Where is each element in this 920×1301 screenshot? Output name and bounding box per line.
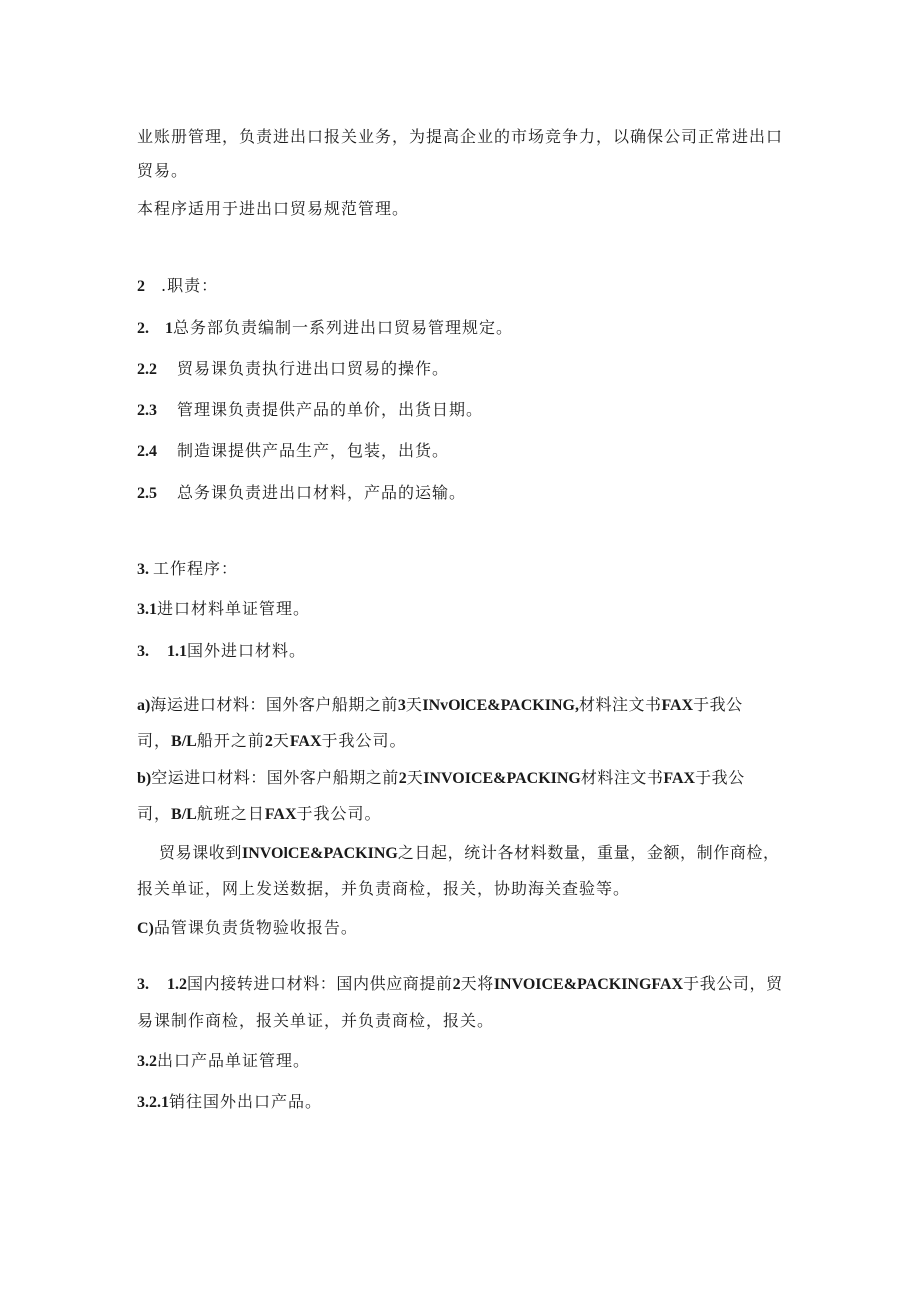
trade-text: 之日起，统计各材料数量，重量，金额，制作商检， (397, 843, 780, 862)
section-3-heading (137, 558, 797, 581)
section-3-number: 3. (137, 561, 149, 578)
item-a-number: INvOlCE&PACKING, (422, 697, 579, 714)
item-b-number: 2 (398, 770, 407, 787)
item-a-text: 司， (137, 731, 172, 750)
item-3-1-2-text: 天将 (460, 974, 494, 993)
item-a-text: 海运进口材料：国外客户船期之前 (150, 695, 398, 714)
item-c (137, 917, 797, 940)
item-3-1-1-text: 国外进口材料。 (187, 641, 307, 660)
item-b-text: 于我公 (695, 768, 745, 787)
item-a-prefix: a) (137, 697, 151, 714)
section-2-title: .职责： (161, 276, 219, 295)
item-2-4 (137, 440, 797, 463)
item-a-text: 天 (272, 731, 290, 750)
intro-text-2: 贸易。 (137, 161, 189, 180)
item-b-text: 司， (137, 804, 172, 823)
section-2-number: 2 (137, 278, 145, 295)
item-b-line-2 (137, 803, 797, 826)
section-2-heading (137, 275, 797, 298)
item-a-line-1 (137, 694, 797, 717)
item-a-number: B/L (171, 733, 197, 750)
trade-line-1 (159, 842, 819, 865)
item-3-1-1-num-a: 3. (137, 643, 149, 660)
item-3-1-2-text: 易课制作商检，报关单证，并负责商检，报关。 (137, 1011, 495, 1030)
item-3-2-1 (137, 1091, 797, 1114)
item-3-1-2-line-1 (137, 973, 797, 996)
trade-number: INVOlCE&PACKING (242, 845, 398, 862)
item-a-text: 于我公 (693, 695, 743, 714)
item-2-2 (137, 358, 797, 381)
item-a-text: 船开之前 (196, 731, 265, 750)
item-c-prefix: C) (137, 920, 154, 937)
item-a-number: 3 (397, 697, 406, 714)
item-3-1-1 (137, 640, 797, 663)
intro-line-2 (137, 160, 797, 182)
item-3-1-num: 3.1 (137, 601, 157, 618)
item-b-number: INVOICE&PACKING (423, 770, 581, 787)
item-2-2-num: 2.2 (137, 361, 157, 378)
item-3-2-1-num: 3.2.1 (137, 1094, 169, 1111)
item-2-5-num: 2.5 (137, 485, 157, 502)
item-3-1-1-num-b: 1.1 (167, 643, 187, 660)
item-b-number: FAX (663, 770, 696, 787)
item-2-1-text: 总务部负责编制一系列进出口贸易管理规定。 (173, 318, 514, 337)
item-b-line-1 (137, 767, 797, 790)
trade-line-2 (137, 878, 797, 900)
scope-line (137, 198, 797, 220)
item-a-line-2 (137, 730, 797, 753)
item-b-text: 航班之日 (196, 804, 265, 823)
item-a-number: FAX (661, 697, 694, 714)
item-3-2-text: 出口产品单证管理。 (157, 1051, 311, 1070)
item-2-1-num-a: 2. (137, 320, 149, 337)
item-2-4-num: 2.4 (137, 443, 157, 460)
item-2-3-text: 管理课负责提供产品的单价，出货日期。 (177, 400, 484, 419)
item-2-1 (137, 317, 797, 340)
item-b-text: 空运进口材料：国外客户船期之前 (151, 768, 399, 787)
item-b-prefix: b) (137, 770, 152, 787)
item-2-3 (137, 399, 797, 422)
item-3-1-text: 进口材料单证管理。 (157, 599, 311, 618)
item-3-1-2-line-2 (137, 1010, 797, 1032)
scope-text: 本程序适用于进出口贸易规范管理。 (137, 199, 410, 218)
item-a-text: 材料注文书 (578, 695, 662, 714)
item-3-2-1-text: 销往国外出口产品。 (169, 1092, 323, 1111)
item-3-1-2-num-a: 3. (137, 976, 149, 993)
section-3-title: 工作程序： (153, 559, 239, 578)
item-3-2 (137, 1050, 797, 1073)
item-a-number: 2 (264, 733, 273, 750)
item-2-3-num: 2.3 (137, 402, 157, 419)
item-3-1-2-text: 于我公司，贸 (683, 974, 783, 993)
trade-text: 贸易课收到 (159, 843, 243, 862)
item-b-text: 于我公司。 (296, 804, 382, 823)
item-a-number: FAX (289, 733, 322, 750)
item-3-1-2-text: 国内接转进口材料：国内供应商提前 (187, 974, 453, 993)
item-b-number: FAX (264, 806, 297, 823)
trade-text: 报关单证，网上发送数据，并负责商检，报关，协助海关查验等。 (137, 879, 631, 898)
item-b-text: 天 (406, 768, 424, 787)
item-2-2-text: 贸易课负责执行进出口贸易的操作。 (177, 359, 450, 378)
intro-text-1: 业账册管理，负责进出口报关业务，为提高企业的市场竞争力，以确保公司正常进出口 (137, 127, 784, 146)
item-a-text: 天 (405, 695, 423, 714)
item-b-text: 材料注文书 (580, 768, 664, 787)
item-c-text: 品管课负责货物验收报告。 (153, 918, 358, 937)
item-a-text: 于我公司。 (321, 731, 407, 750)
item-b-number: B/L (171, 806, 197, 823)
item-2-1-num-b: 1 (165, 320, 173, 337)
item-2-5 (137, 482, 797, 505)
item-2-5-text: 总务课负责进出口材料，产品的运输。 (177, 483, 467, 502)
item-2-4-text: 制造课提供产品生产，包装，出货。 (177, 441, 450, 460)
intro-line-1 (137, 126, 797, 148)
item-3-2-num: 3.2 (137, 1053, 157, 1070)
item-3-1-2-num-b: 1.2 (167, 976, 187, 993)
item-3-1 (137, 598, 797, 621)
item-3-1-2-number: 2 (452, 976, 461, 993)
item-3-1-2-number: INVOICE&PACKINGFAX (493, 976, 684, 993)
